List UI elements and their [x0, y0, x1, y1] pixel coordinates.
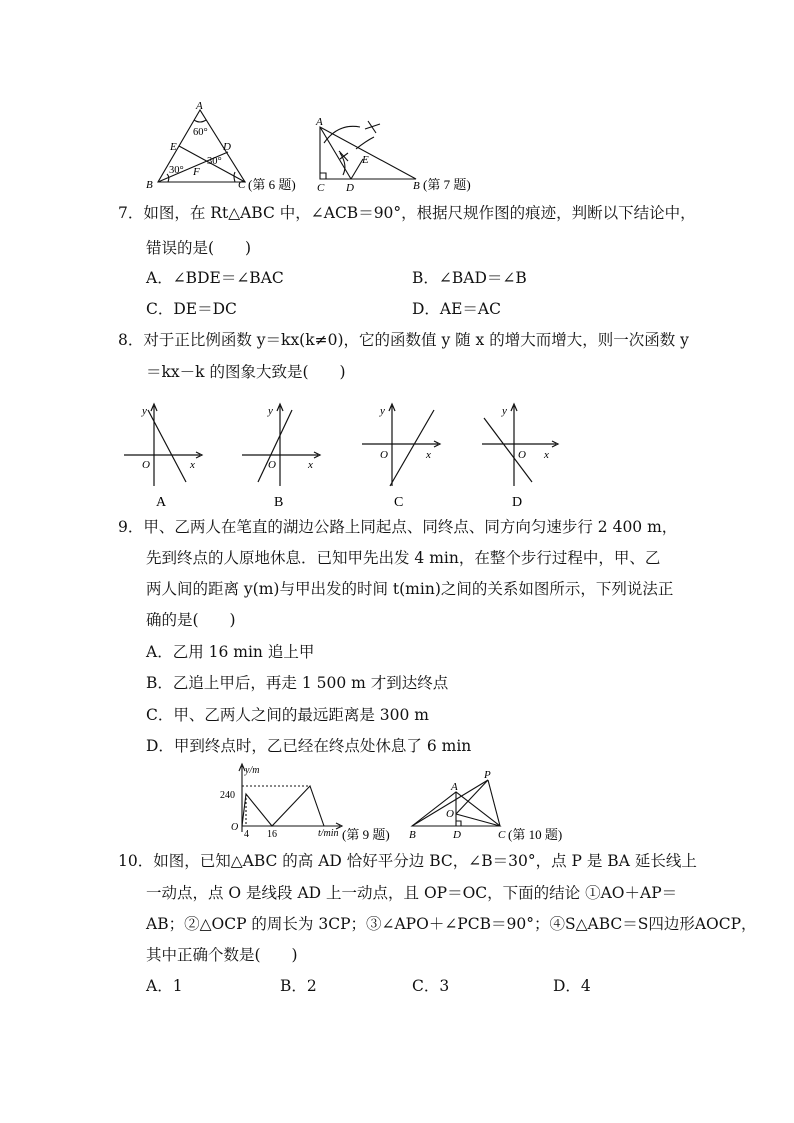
- figure-7: [310, 113, 490, 195]
- label-a: A: [451, 781, 458, 793]
- q8-stem-line2: ＝kx－k 的图象大致是( ): [146, 363, 346, 381]
- label-c: C: [498, 829, 506, 841]
- q8-graph-c: [356, 400, 446, 510]
- angle-label-60: 60°: [193, 127, 208, 138]
- q10-stem-line1: 10．如图，已知△ABC 的高 AD 恰好平分边 BC，∠B＝30°，点 P 是 BA 延长线上: [118, 852, 697, 870]
- graph-b-origin: O: [268, 459, 276, 471]
- label-f: F: [193, 166, 200, 178]
- label-o: O: [446, 808, 454, 820]
- q8-graph-d: [476, 400, 566, 510]
- q10-option-b: B．2: [280, 977, 317, 995]
- q9-option-b: B．乙追上甲后，再走 1 500 m 才到达终点: [146, 674, 449, 692]
- segment-oc: [456, 814, 500, 826]
- graph-a-y-label: y: [142, 405, 147, 417]
- q10-option-a: A．1: [146, 977, 183, 995]
- graph-d-origin: O: [518, 449, 526, 461]
- construction-arc-1: [324, 126, 360, 143]
- label-d: D: [223, 141, 231, 153]
- q10-stem-line2: 一动点，点 O 是线段 AD 上一动点，且 OP＝OC，下面的结论 ①AO＋AP＝: [146, 884, 678, 902]
- angle-label-30-left: 30°: [169, 165, 184, 176]
- q8-graph-b: [236, 400, 326, 510]
- graph-a-origin: O: [142, 459, 150, 471]
- q7-option-c: C．DE＝DC: [146, 300, 237, 318]
- q9-option-d: D．甲到终点时，乙已经在终点处休息了 6 min: [146, 737, 472, 755]
- figure-10: [404, 770, 586, 844]
- q7-stem-line2: 错误的是( ): [146, 239, 252, 257]
- fig9-tick-16: 16: [267, 829, 277, 840]
- graph-a-letter: A: [156, 495, 167, 510]
- segment-pc: [488, 780, 500, 826]
- q9-option-c: C．甲、乙两人之间的最远距离是 300 m: [146, 706, 429, 724]
- label-c: C: [317, 182, 325, 194]
- q8-graph-a: [118, 400, 208, 510]
- triangle-abc: [320, 127, 416, 179]
- construction-arc-3: [356, 137, 374, 149]
- label-b: B: [146, 179, 153, 191]
- q9-stem-line2: 先到终点的人原地休息．已知甲先出发 4 min，在整个步行过程中，甲、乙: [146, 549, 661, 567]
- fig9-tick-4: 4: [244, 829, 249, 840]
- label-a: A: [316, 116, 323, 128]
- q10-option-d: D．4: [553, 977, 591, 995]
- label-d: D: [346, 182, 354, 194]
- caption-fig7: (第 7 题): [423, 177, 471, 192]
- q7-option-a: A．∠BDE＝∠BAC: [146, 269, 284, 287]
- angle-arc-a: [194, 120, 206, 122]
- label-a: A: [196, 100, 203, 112]
- fig9-x-label: t/min: [318, 828, 339, 839]
- q7-option-d: D．AE＝AC: [412, 300, 501, 318]
- fig9-tick-240: 240: [220, 790, 235, 801]
- q10-stem-line3: AB；②△OCP 的周长为 3CP；③∠APO＋∠PCB＝90°；④S△ABC＝S四边形AOCP，: [146, 915, 757, 933]
- graph-b-y-label: y: [268, 405, 273, 417]
- angle-label-30-right: 30°: [207, 156, 222, 167]
- q7-option-b: B．∠BAD＝∠B: [412, 269, 527, 287]
- q10-stem-line4: 其中正确个数是( ): [146, 946, 298, 964]
- q8-stem-line1: 8．对于正比例函数 y＝kx(k≠0)，它的函数值 y 随 x 的增大而增大，则一次函数 y: [118, 331, 689, 349]
- caption-fig6: (第 6 题): [248, 177, 296, 192]
- graph-b-x-label: x: [308, 459, 313, 471]
- graph-d-x-label: x: [544, 449, 549, 461]
- q7-stem-line1: 7．如图，在 Rt△ABC 中，∠ACB＝90°，根据尺规作图的痕迹，判断以下结论中，: [118, 204, 696, 222]
- graph-b-letter: B: [274, 495, 284, 510]
- q9-option-a: A．乙用 16 min 追上甲: [146, 643, 315, 661]
- label-d: D: [453, 829, 461, 841]
- q10-option-c: C．3: [412, 977, 450, 995]
- label-e: E: [170, 141, 177, 153]
- graph-c-y-label: y: [380, 405, 385, 417]
- label-b: B: [409, 829, 416, 841]
- figure-6: [140, 100, 315, 195]
- caption-fig10: (第 10 题): [508, 827, 563, 842]
- construction-cross-1: [365, 121, 380, 133]
- q9-stem-line4: 确的是( ): [146, 611, 236, 629]
- graph-a-x-label: x: [190, 459, 195, 471]
- graph-b-line: [258, 410, 292, 482]
- caption-fig9: (第 9 题): [342, 827, 390, 842]
- graph-c-letter: C: [394, 495, 404, 510]
- distance-curve: [242, 786, 324, 826]
- graph-d-letter: D: [512, 495, 523, 510]
- figure-9: [216, 760, 406, 842]
- graph-c-line: [390, 410, 434, 486]
- label-c: C: [238, 179, 246, 191]
- label-e: E: [362, 154, 369, 166]
- graph-d-y-label: y: [502, 405, 507, 417]
- fig9-y-label: y/m: [245, 765, 260, 776]
- fig9-origin: O: [231, 822, 239, 833]
- graph-c-origin: O: [380, 449, 388, 461]
- label-b: B: [413, 180, 420, 192]
- q9-stem-line1: 9．甲、乙两人在笔直的湖边公路上同起点、同终点、同方向匀速步行 2 400 m，: [118, 518, 678, 536]
- graph-c-x-label: x: [426, 449, 431, 461]
- label-p: P: [484, 770, 491, 781]
- q9-stem-line3: 两人间的距离 y(m)与甲出发的时间 t(min)之间的关系如图所示，下列说法正: [146, 580, 674, 598]
